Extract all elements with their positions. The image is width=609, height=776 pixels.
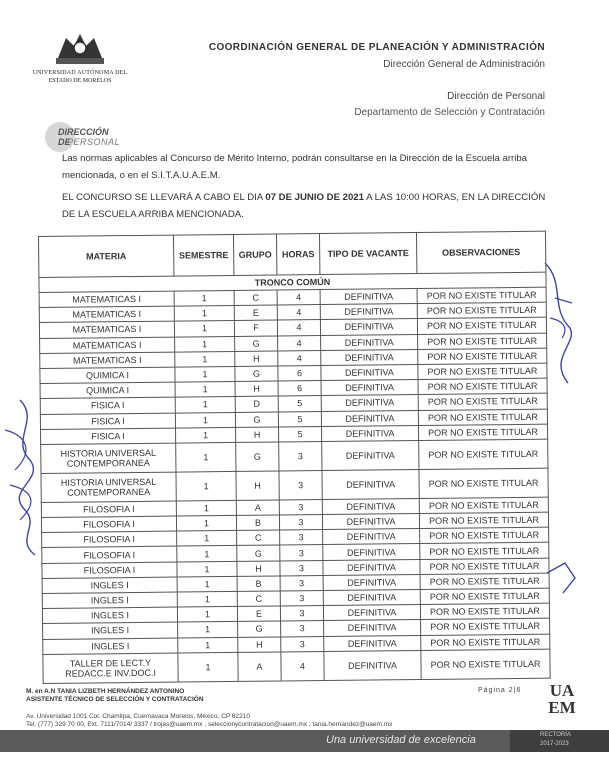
section-label: TRONCO COMÚN [39,272,546,292]
cell-materia: FISICA I [40,413,175,430]
cell-tipo: DEFINITIVA [322,498,419,514]
cell-grupo: G [235,336,278,352]
cell-grupo: G [235,411,278,427]
cell-semestre: 1 [176,500,236,516]
cell-semestre: 1 [174,321,234,337]
col-horas: HORAS [276,234,319,275]
cell-tipo: DEFINITIVA [323,574,420,590]
cell-horas: 3 [280,606,323,622]
cell-horas: 5 [278,396,321,412]
cell-tipo: DEFINITIVA [324,650,421,680]
col-observaciones: OBSERVACIONES [416,231,545,273]
cell-semestre: 1 [174,290,234,306]
cell-tipo: DEFINITIVA [322,514,419,530]
page-number: Página 2|6 [478,687,522,694]
cell-materia: INGLES I [43,622,178,639]
cell-horas: 4 [281,651,324,680]
cell-observaciones: POR NO EXISTE TITULAR [419,439,548,469]
cell-observaciones: POR NO EXISTE TITULAR [418,409,547,426]
cell-materia: FILOSOFIA I [41,501,176,518]
cell-grupo: B [236,515,279,531]
cell-semestre: 1 [175,397,235,413]
university-logo [30,28,130,94]
cell-semestre: 1 [176,427,236,443]
cell-tipo: DEFINITIVA [321,380,418,396]
footer-contact: Tel. (777) 329 70 00, Ext. 7111/7014/ 3337 / lrojas@uaem.mx , seleccionycontratacion@uaem.mx , tania.hernandez@uaem.mx [26,721,393,728]
cell-observaciones: POR NO EXISTE TITULAR [421,619,550,636]
cell-semestre: 1 [174,306,234,322]
footer-band [0,730,609,752]
cell-semestre: 1 [176,471,236,501]
cell-grupo: G [235,366,278,382]
uaem-logo [542,682,582,716]
cell-grupo: E [237,606,280,622]
cell-materia: QUIMICA I [40,382,175,399]
cell-semestre: 1 [177,591,237,607]
cell-semestre: 1 [177,531,237,547]
cell-semestre: 1 [177,546,237,562]
cell-semestre: 1 [175,412,235,428]
cell-horas: 4 [277,305,320,321]
personal-stamp [45,120,121,154]
cell-horas: 6 [278,365,321,381]
cell-tipo: DEFINITIVA [323,559,420,575]
header-subtitle: Dirección General de Administración [383,59,545,70]
cell-horas: 3 [279,470,322,499]
cell-materia: HISTORIA UNIVERSAL CONTEMPORANEA [41,472,176,502]
rectoria-period: 2017-2023 [540,741,569,747]
cell-semestre: 1 [175,382,235,398]
cell-grupo: B [237,576,280,592]
cell-observaciones: POR NO EXISTE TITULAR [420,588,549,605]
cell-tipo: DEFINITIVA [321,395,418,411]
cell-materia: MATEMATICAS I [39,306,174,323]
cell-tipo: DEFINITIVA [323,605,420,621]
cell-horas: 4 [277,320,320,336]
uaem-top: UA [549,681,575,700]
signer-role: ASISTENTE TÉCNICO DE SELECCIÓN Y CONTRATACIÓN [26,696,204,703]
cell-grupo: D [235,396,278,412]
uaem-bottom: EM [548,698,576,717]
cell-horas: 6 [278,381,321,397]
cell-semestre: 1 [175,336,235,352]
cell-observaciones: POR NO EXISTE TITULAR [417,302,546,319]
cell-observaciones: POR NO EXISTE TITULAR [419,468,548,498]
cell-materia: QUIMICA I [40,367,175,384]
table-row [43,649,550,683]
cell-tipo: DEFINITIVA [322,440,419,470]
cell-tipo: DEFINITIVA [321,364,418,380]
cell-semestre: 1 [177,576,237,592]
stamp-line2: PERSONAL [67,137,121,147]
cell-observaciones: POR NO EXISTE TITULAR [418,333,547,350]
cell-semestre: 1 [175,366,235,382]
cell-tipo: DEFINITIVA [321,334,418,350]
cell-grupo: G [237,545,280,561]
cell-tipo: DEFINITIVA [321,410,418,426]
contest-text-pre: EL CONCURSO SE LLEVARÁ A CABO EL DIA [62,192,266,203]
cell-horas: 3 [279,499,322,515]
cell-materia: HISTORIA UNIVERSAL CONTEMPORANEA [41,443,176,473]
cell-horas: 3 [280,560,323,576]
cell-horas: 3 [281,621,324,637]
cell-grupo: H [236,427,279,443]
cell-horas: 3 [280,545,323,561]
cell-semestre: 1 [178,637,238,653]
cell-observaciones: POR NO EXISTE TITULAR [417,287,546,304]
crest-icon [50,28,110,68]
cell-semestre: 1 [177,607,237,623]
cell-grupo: E [234,305,277,321]
cell-horas: 5 [279,426,322,442]
cell-horas: 4 [277,290,320,306]
cell-observaciones: POR NO EXISTE TITULAR [419,424,548,441]
cell-grupo: F [234,320,277,336]
col-semestre: SEMESTRE [173,234,233,276]
cell-horas: 3 [279,441,322,470]
cell-observaciones: POR NO EXISTE TITULAR [420,558,549,575]
signer-name: M. en A.N TANIA LIZBETH HERNÁNDEZ ANTONINO [26,688,185,695]
cell-horas: 4 [278,335,321,351]
cell-grupo: H [238,637,281,653]
cell-horas: 3 [281,636,324,652]
col-materia: MATERIA [39,235,174,277]
cell-observaciones: POR NO EXISTE TITULAR [421,649,550,679]
cell-tipo: DEFINITIVA [320,319,417,335]
cell-observaciones: POR NO EXISTE TITULAR [420,573,549,590]
col-tipo: TIPO DE VACANTE [319,233,416,275]
cell-observaciones: POR NO EXISTE TITULAR [418,378,547,395]
cell-horas: 3 [280,575,323,591]
cell-horas: 4 [278,350,321,366]
slogan: Una universidad de excelencia [326,734,476,746]
cell-horas: 5 [278,411,321,427]
cell-grupo: H [237,561,280,577]
cell-grupo: A [238,652,281,681]
rectoria-label: RECTORÍA [540,732,571,738]
cell-materia: MATEMATICAS I [40,337,175,354]
cell-observaciones: POR NO EXISTE TITULAR [420,603,549,620]
cell-materia: INGLES I [42,607,177,624]
cell-materia: FILOSOFIA I [42,562,177,579]
cell-horas: 3 [280,591,323,607]
cell-tipo: DEFINITIVA [323,529,420,545]
contest-date: 07 DE JUNIO DE 2021 [265,192,364,203]
cell-materia: INGLES I [42,577,177,594]
cell-observaciones: POR NO EXISTE TITULAR [420,527,549,544]
cell-materia: FILOSOFIA I [41,516,176,533]
cell-observaciones: POR NO EXISTE TITULAR [419,497,548,514]
cell-grupo: C [237,530,280,546]
cell-observaciones: POR NO EXISTE TITULAR [418,348,547,365]
cell-grupo: H [235,351,278,367]
cell-materia: MATEMATICAS I [39,291,174,308]
cell-grupo: H [235,381,278,397]
cell-semestre: 1 [178,652,238,682]
cell-observaciones: POR NO EXISTE TITULAR [420,543,549,560]
cell-materia: TALLER DE LECT.Y REDACC.E INV.DOC.I [43,653,178,683]
cell-materia: MATEMATICAS I [40,352,175,369]
cell-semestre: 1 [176,515,236,531]
cell-tipo: DEFINITIVA [324,620,421,636]
rules-paragraph: Las normas aplicables al Concurso de Mérito Interno, podrán consultarse en la Dirección de la Escuela arriba mencionada, o en el S.I.T.A.U.A.E.M. [62,153,528,181]
cell-grupo: C [237,591,280,607]
cell-tipo: DEFINITIVA [320,289,417,305]
cell-tipo: DEFINITIVA [323,544,420,560]
logo-line2: ESTADO DE MORELOS [48,78,112,84]
cell-grupo: H [236,471,279,500]
col-grupo: GRUPO [233,234,276,275]
cell-tipo: DEFINITIVA [320,304,417,320]
cell-horas: 3 [279,515,322,531]
cell-materia: INGLES I [43,638,178,655]
cell-semestre: 1 [178,622,238,638]
cell-materia: FILOSOFIA I [42,531,177,548]
cell-grupo: A [236,500,279,516]
stamp-line1: DIRECCIÓN DE [58,127,109,147]
footer-address: Av. Universidad 1001 Col. Chamilpa, Cuernavaca Morelos, México, CP 62210 [26,713,251,720]
cell-observaciones: POR NO EXISTE TITULAR [418,363,547,380]
cell-tipo: DEFINITIVA [322,425,419,441]
logo-line1: UNIVERSIDAD AUTÓNOMA DEL [32,70,128,76]
vacancies-table [38,231,551,684]
header-dept2: Departamento de Selección y Contratación [354,107,545,118]
cell-observaciones: POR NO EXISTE TITULAR [421,634,550,651]
contest-text-post: A LAS 10:00 HORAS, EN LA DIRECCIÓN DE LA ESCUELA ARRIBA MENCIONADA. [62,192,546,220]
cell-materia: FILOSOFIA I [42,547,177,564]
table-header-row [39,231,546,277]
cell-tipo: DEFINITIVA [324,635,421,651]
cell-tipo: DEFINITIVA [322,469,419,499]
cell-materia: FISICA I [40,397,175,414]
cell-grupo: G [238,621,281,637]
cell-observaciones: POR NO EXISTE TITULAR [419,512,548,529]
cell-materia: FISICA I [41,428,176,445]
cell-grupo: C [234,290,277,306]
cell-observaciones: POR NO EXISTE TITULAR [418,393,547,410]
cell-materia: MATEMATICAS I [39,321,174,338]
cell-grupo: G [236,442,279,471]
cell-observaciones: POR NO EXISTE TITULAR [417,318,546,335]
contest-paragraph [62,189,552,223]
signature-check [545,548,585,598]
cell-tipo: DEFINITIVA [323,590,420,606]
cell-materia: INGLES I [42,592,177,609]
cell-horas: 3 [280,530,323,546]
cell-tipo: DEFINITIVA [321,349,418,365]
cell-semestre: 1 [175,351,235,367]
header-dept1: Dirección de Personal [447,91,545,102]
cell-semestre: 1 [177,561,237,577]
header-title: COORDINACIÓN GENERAL DE PLANEACIÓN Y ADMINISTRACIÓN [208,42,545,53]
cell-semestre: 1 [176,442,236,472]
